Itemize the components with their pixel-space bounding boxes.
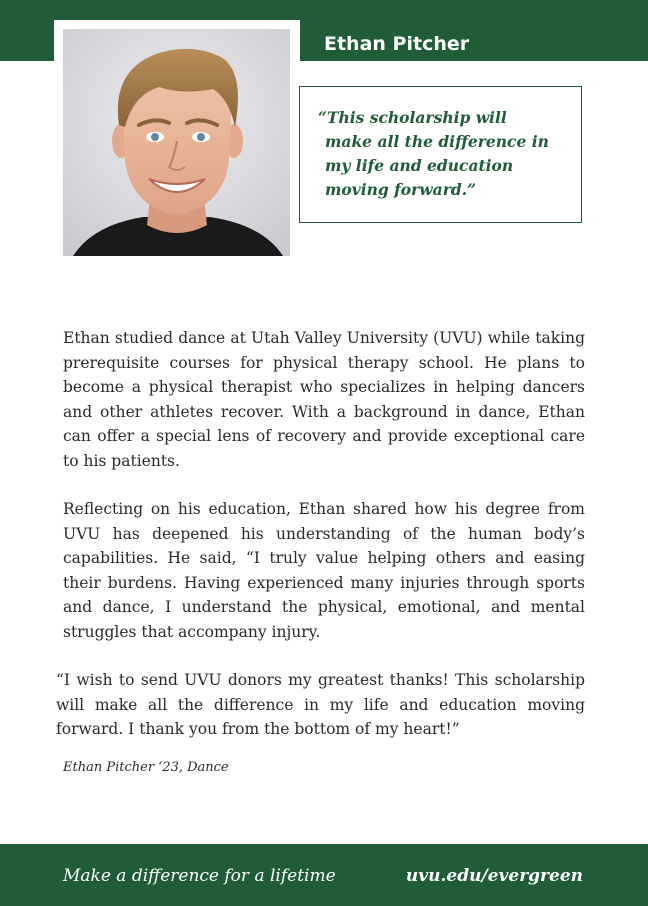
- pull-quote-line: make all the difference in: [325, 132, 549, 151]
- pull-quote-line: my life and education: [325, 156, 514, 175]
- bio-paragraph: Ethan studied dance at Utah Valley University (UVU) while taking prerequisite courses for physical therapy school. He plans to become a physical therapist who specializes in helping dancers and other athletes recover. With a background in dance, Ethan can offer a special lens of recovery and provide exceptional care to his patients.: [63, 329, 585, 470]
- thanks-quote-paragraph: “I wish to send UVU donors my greatest thanks! This scholarship will make all the difference in my life and education moving forward. I thank you from the bottom of my heart!”: [56, 671, 585, 739]
- pull-quote-line: “This scholarship will: [318, 108, 507, 127]
- education-paragraph: Reflecting on his education, Ethan shared how his degree from UVU has deepened his understanding of the human body’s capabilities. He said, “I truly value helping others and easing their burdens. Having experienced many injuries through sports and dance, I understand the physical, emotional, and mental struggles that accompany injury.: [63, 500, 585, 641]
- student-portrait: [63, 29, 290, 256]
- footer-tagline: Make a difference for a lifetime: [63, 866, 336, 886]
- footer-url[interactable]: uvu.edu/evergreen: [405, 866, 583, 886]
- pull-quote: [318, 106, 558, 202]
- signature: Ethan Pitcher ‘23, Dance: [63, 760, 229, 775]
- student-name: Ethan Pitcher: [324, 33, 470, 55]
- pull-quote-line: moving forward.”: [325, 180, 477, 199]
